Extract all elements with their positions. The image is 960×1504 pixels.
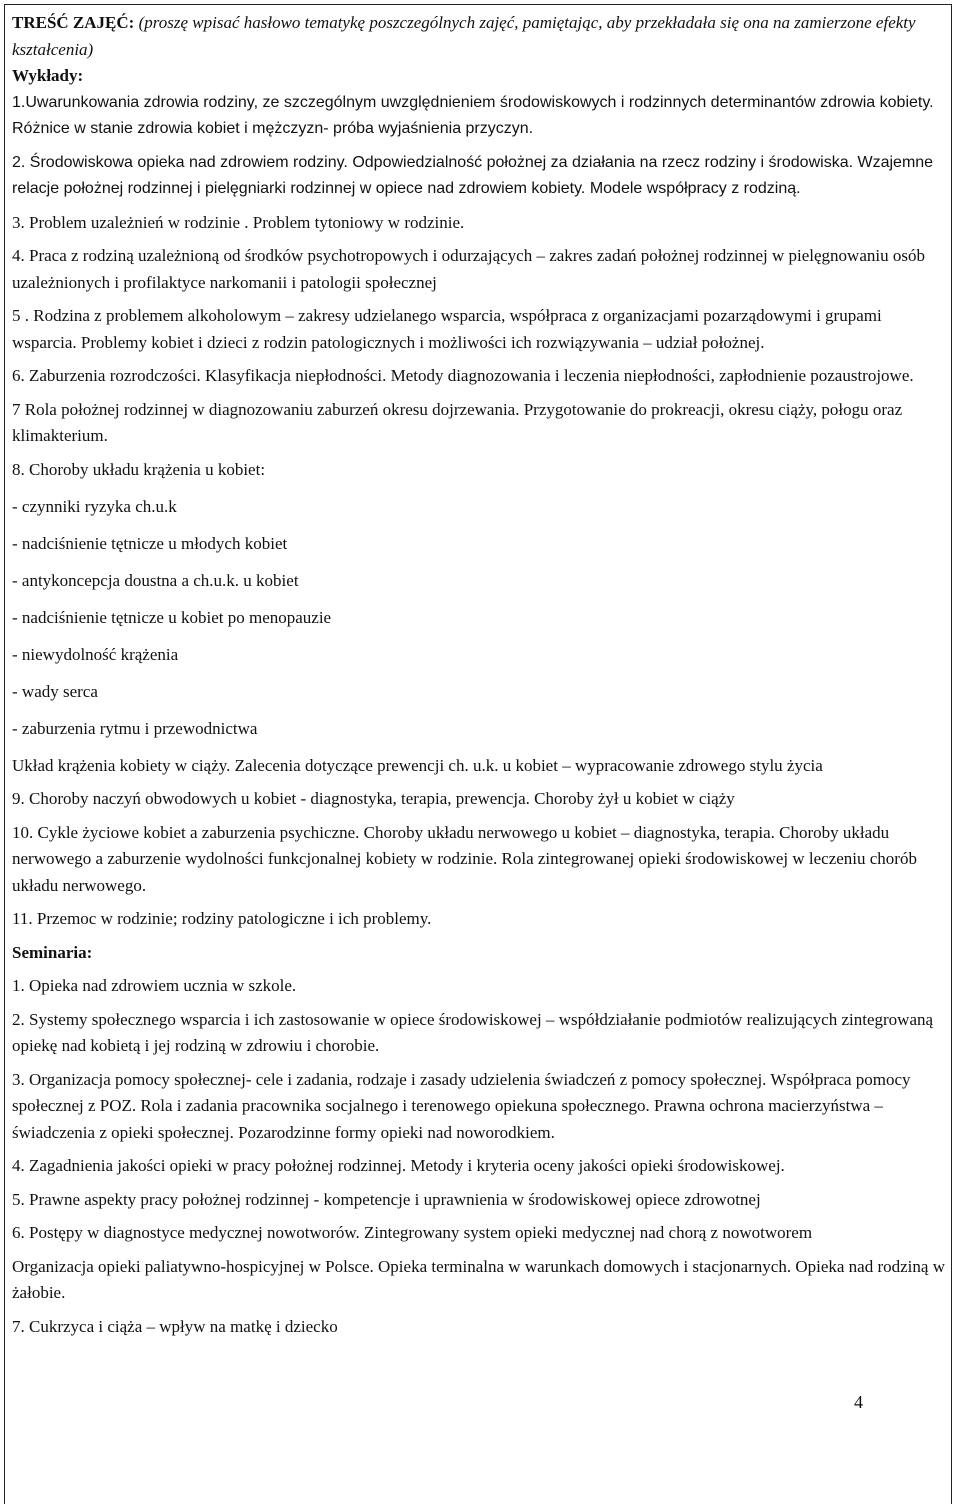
document-body: [12, 10, 948, 1347]
lecture-item-5: 5 . Rodzina z problemem alkoholowym – zakresy udzielanego wsparcia, współpraca z organizacjami pozarządowymi i grupami wsparcia. Problemy kobiet i dzieci z rodzin patologicznych i możliwości ich rozwiązywania – udział położnej.: [12, 306, 882, 352]
lecture-item-8-sub: - wady serca: [12, 681, 98, 701]
section-note: (proszę wpisać hasłowo tematykę poszczególnych zajęć, pamiętając, aby przekładała się ona na zamierzone efekty kształcenia): [12, 13, 916, 59]
lecture-item-8-sub: - niewydolność krążenia: [12, 644, 179, 664]
lecture-item-8-end: Układ krążenia kobiety w ciąży. Zalecenia dotyczące prewencji ch. u.k. u kobiet – wypracowanie zdrowego stylu życia: [12, 755, 823, 775]
lecture-item-8-sub: - antykoncepcja doustna a ch.u.k. u kobiet: [12, 570, 299, 590]
lecture-item-8-sub: - nadciśnienie tętnicze u kobiet po menopauzie: [12, 607, 332, 627]
page-number: 4: [854, 1392, 863, 1412]
lecture-item-4: 4. Praca z rodziną uzależnioną od środków psychotropowych i odurzających – zakres zadań położnej rodzinnej w pielęgnowaniu osób uzależnionych i profilaktyce narkomanii i patologii społecznej: [12, 246, 925, 292]
section-title: TREŚĆ ZAJĘĆ:: [12, 13, 135, 32]
lecture-item-8: 8. Choroby układu krążenia u kobiet:: [12, 459, 266, 479]
lectures-heading: Wykłady:: [12, 66, 84, 85]
lecture-item-6: 6. Zaburzenia rozrodczości. Klasyfikacja niepłodności. Metody diagnozowania i leczenia niepłodności, zapłodnienie pozaustrojowe.: [12, 366, 914, 385]
seminar-item-6-cont: Organizacja opieki paliatywno-hospicyjnej w Polsce. Opieka terminalna w warunkach domowych i stacjonarnych. Opieka nad rodziną w żałobie.: [12, 1256, 945, 1302]
lecture-item-7: 7 Rola położnej rodzinnej w diagnozowaniu zaburzeń okresu dojrzewania. Przygotowanie do prokreacji, okresu ciąży, połogu oraz klimakterium.: [12, 399, 903, 445]
lecture-item-11: 11. Przemoc w rodzinie; rodziny patologiczne i ich problemy.: [12, 909, 432, 928]
seminar-item-4: 4. Zagadnienia jakości opieki w pracy położnej rodzinnej. Metody i kryteria oceny jakości opieki środowiskowej.: [12, 1156, 785, 1175]
lecture-item-9: 9. Choroby naczyń obwodowych u kobiet - diagnostyka, terapia, prewencja. Choroby żył u kobiet w ciąży: [12, 789, 735, 808]
seminar-item-5: 5. Prawne aspekty pracy położnej rodzinnej - kompetencje i uprawnienia w środowiskowej opiece zdrowotnej: [12, 1189, 761, 1209]
lecture-item-1: 1.Uwarunkowania zdrowia rodziny, ze szczególnym uwzględnieniem środowiskowych i rodzinnych determinantów zdrowia kobiety. Różnice w stanie zdrowia kobiet i mężczyzn- próba wyjaśnienia przyczyn.: [12, 93, 934, 137]
lecture-item-10: 10. Cykle życiowe kobiet a zaburzenia psychiczne. Choroby układu nerwowego u kobiet – diagnostyka, terapia. Choroby układu nerwowego a zaburzenie wydolności funkcjonalnej kobiety w rodzinie. Rola zintegrowanej opieki środowiskowej w leczeniu chorób układu nerwowego.: [12, 822, 917, 895]
seminar-item-3: 3. Organizacja pomocy społecznej- cele i zadania, rodzaje i zasady udzielenia świadczeń z pomocy społecznej. Współpraca pomocy społecznej z POZ. Rola i zadania pracownika socjalnego i terenowego opiekuna społecznego. Prawna ochrona macierzyństwa – świadczenia z opieki społecznej. Pozarodzinne formy opieki nad noworodkiem.: [12, 1069, 911, 1142]
header: [12, 10, 948, 63]
seminars-heading: Seminaria:: [12, 942, 93, 962]
lecture-item-8-sub: - zaburzenia rytmu i przewodnictwa: [12, 718, 258, 738]
lecture-item-8-sub: - nadciśnienie tętnicze u młodych kobiet: [12, 533, 288, 553]
seminar-item-6: 6. Postępy w diagnostyce medycznej nowotworów. Zintegrowany system opieki medycznej nad chorą z nowotworem: [12, 1223, 813, 1242]
lecture-item-2: 2. Środowiskowa opieka nad zdrowiem rodziny. Odpowiedzialność położnej za działania na rzecz rodziny i środowiska. Wzajemne relacje położnej rodzinnej i pielęgniarki rodzinnej w opiece nad zdrowiem kobiety. Modele współpracy z rodziną.: [12, 153, 934, 197]
lecture-item-3: 3. Problem uzależnień w rodzinie . Problem tytoniowy w rodzinie.: [12, 212, 465, 232]
seminar-item-1: 1. Opieka nad zdrowiem ucznia w szkole.: [12, 976, 297, 995]
lecture-item-8-sub: - czynniki ryzyka ch.u.k: [12, 496, 177, 516]
seminar-item-7: 7. Cukrzyca i ciąża – wpływ na matkę i dziecko: [12, 1316, 338, 1336]
seminar-item-2: 2. Systemy społecznego wsparcia i ich zastosowanie w opiece środowiskowej – współdziałanie podmiotów realizujących zintegrowaną opiekę nad kobietą i jej rodziną w zdrowiu i chorobie.: [12, 1009, 934, 1055]
